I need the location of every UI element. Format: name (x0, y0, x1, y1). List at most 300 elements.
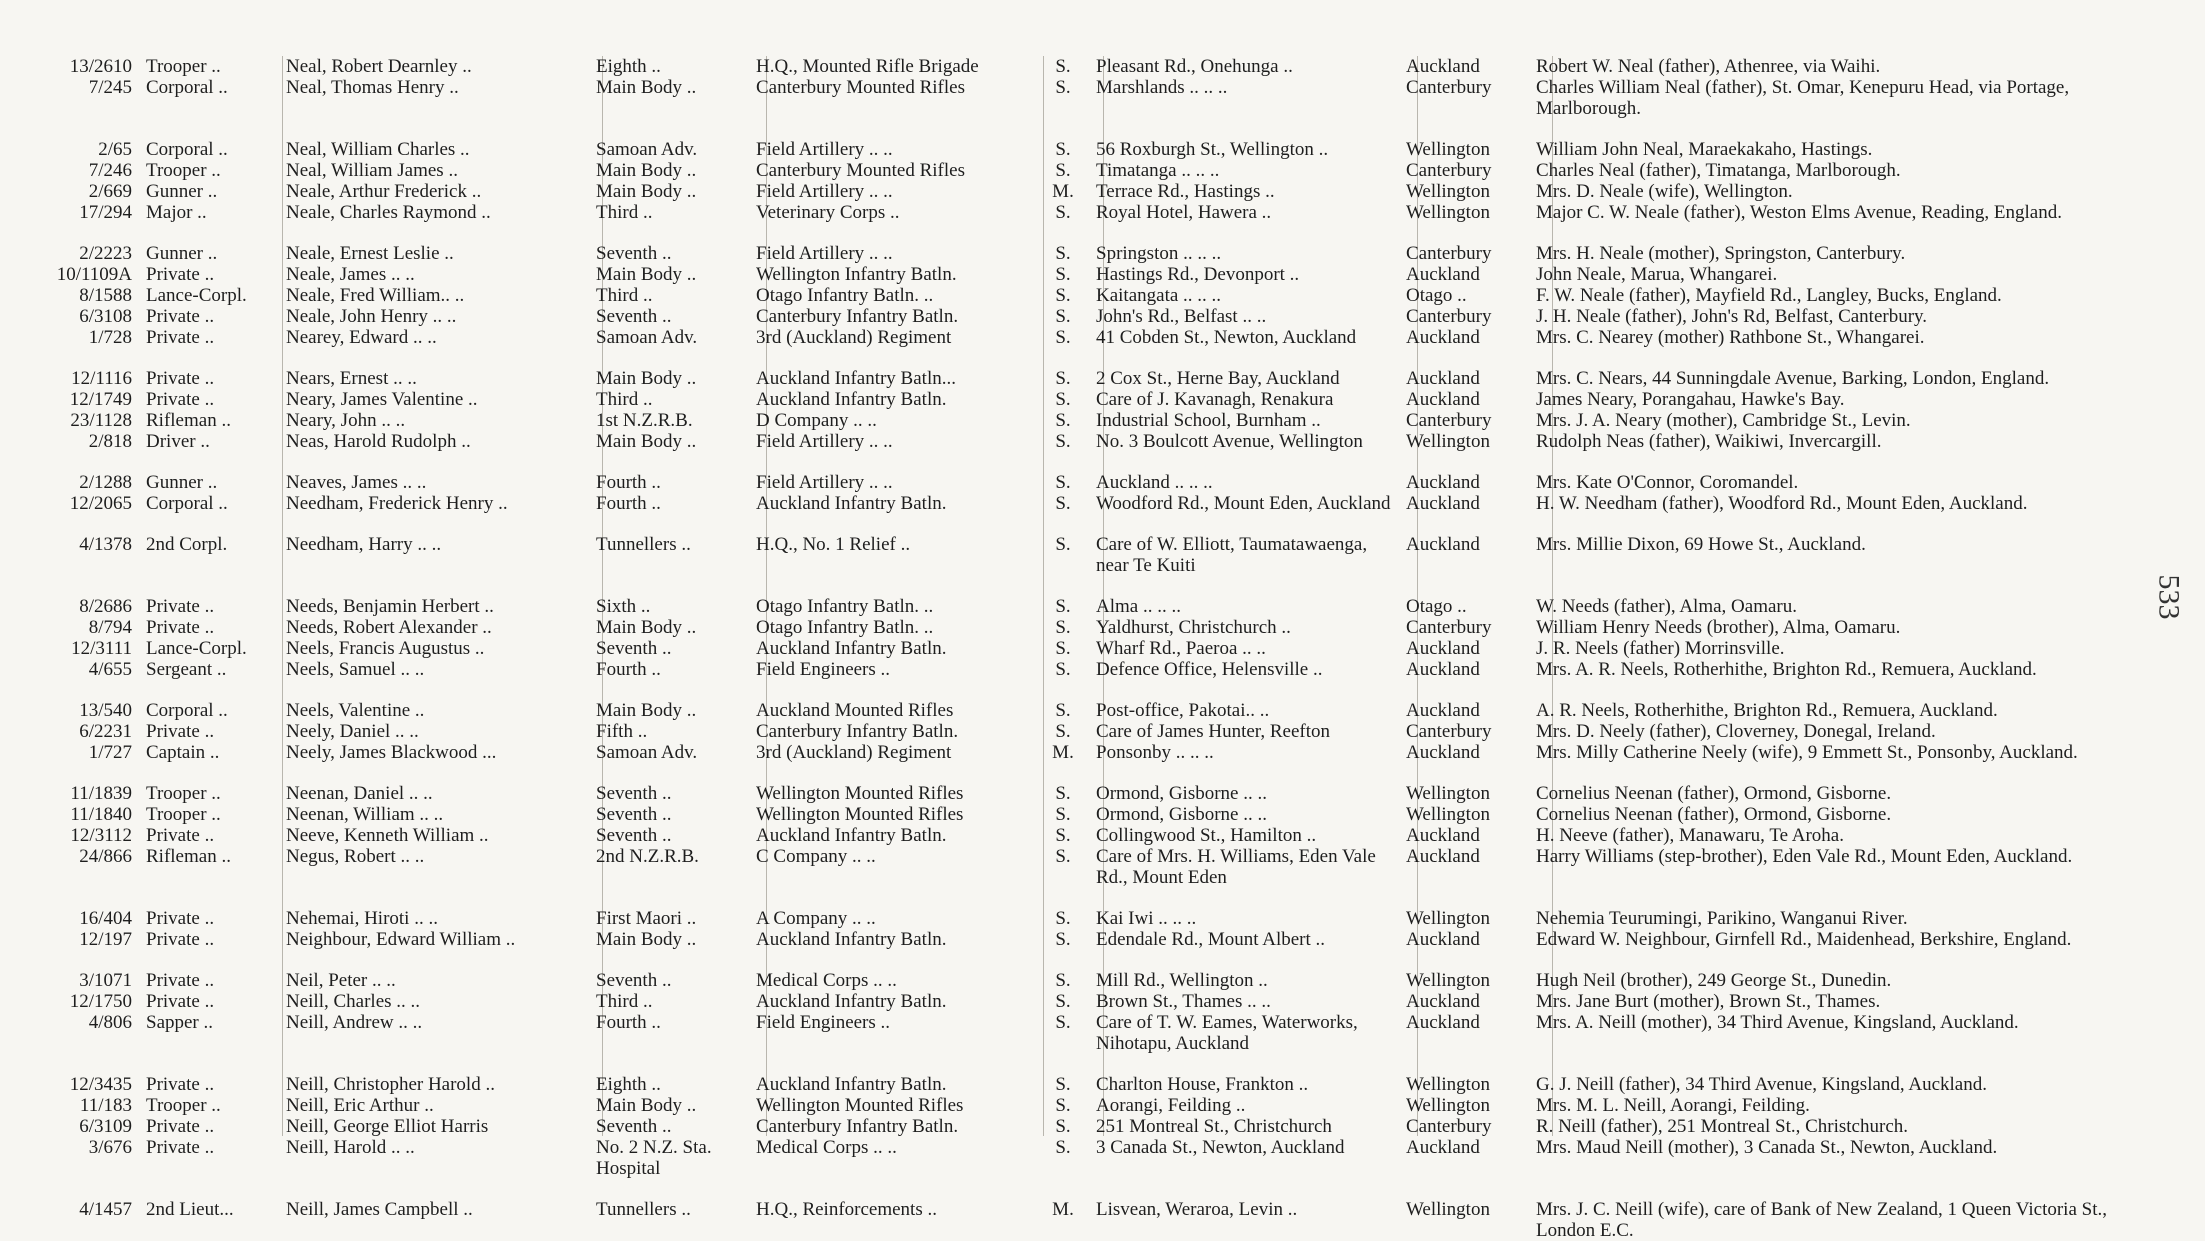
last-address-cell: Auckland .. .. .. (1096, 472, 1213, 493)
next-of-kin-cell: H. W. Needham (father), Woodford Rd., Mount Eden, Auckland. (1536, 493, 2028, 514)
rank-cell: Driver .. (146, 431, 210, 452)
rank-cell: Private .. (146, 1074, 215, 1095)
last-address-cell: Ormond, Gisborne .. .. (1096, 804, 1267, 825)
last-address-cell: 41 Cobden St., Newton, Auckland (1096, 327, 1357, 348)
unit-cell: Auckland Infantry Batln. (756, 991, 947, 1012)
next-of-kin-cell: Cornelius Neenan (father), Ormond, Gisborne. (1536, 804, 1892, 825)
district-cell: Wellington (1406, 783, 1490, 804)
unit-cell: Wellington Mounted Rifles (756, 1095, 964, 1116)
last-address-cell: Charlton House, Frankton .. (1096, 1074, 1309, 1095)
rank-cell: Private .. (146, 908, 215, 929)
district-cell: Wellington (1406, 970, 1490, 991)
next-of-kin-cell: Robert W. Neal (father), Athenree, via Waihi. (1536, 56, 1881, 77)
last-address-cell: John's Rd., Belfast .. .. (1096, 306, 1267, 327)
regimental-number-cell: 7/245 (88, 77, 132, 98)
draft-body-cell: Sixth .. (596, 596, 651, 617)
last-address-cell: Yaldhurst, Christchurch .. (1096, 617, 1291, 638)
draft-body-cell: Seventh .. (596, 783, 672, 804)
table-row (40, 534, 2130, 576)
draft-body-cell: Main Body .. (596, 1095, 697, 1116)
rank-cell: Private .. (146, 368, 215, 389)
soldier-name-cell: Neale, James .. .. (286, 264, 415, 285)
soldier-name-cell: Neill, Charles .. .. (286, 991, 421, 1012)
table-row (40, 410, 2130, 431)
next-of-kin-cell: Mrs. C. Nearey (mother) Rathbone St., Whangarei. (1536, 327, 1925, 348)
marital-status-cell: S. (1055, 596, 1071, 617)
soldier-name-cell: Neeve, Kenneth William .. (286, 825, 489, 846)
marital-status-cell: S. (1055, 139, 1071, 160)
district-cell: Auckland (1406, 638, 1480, 659)
table-row (40, 327, 2130, 348)
draft-body-cell: Seventh .. (596, 638, 672, 659)
next-of-kin-cell: Major C. W. Neale (father), Weston Elms Avenue, Reading, England. (1536, 202, 2062, 223)
district-cell: Canterbury (1406, 410, 1492, 431)
table-row (40, 139, 2130, 160)
table-row (40, 56, 2130, 77)
regimental-number-cell: 24/866 (79, 846, 132, 867)
marital-status-cell: M. (1052, 181, 1074, 202)
last-address-cell: 3 Canada St., Newton, Auckland (1096, 1137, 1345, 1158)
soldier-name-cell: Neels, Valentine .. (286, 700, 425, 721)
soldier-name-cell: Neels, Samuel .. .. (286, 659, 425, 680)
table-row (40, 1095, 2130, 1116)
table-row (40, 804, 2130, 825)
next-of-kin-cell: H. Neeve (father), Manawaru, Te Aroha. (1536, 825, 1844, 846)
marital-status-cell: S. (1055, 264, 1071, 285)
table-row (40, 1074, 2130, 1095)
unit-cell: Wellington Infantry Batln. (756, 264, 957, 285)
table-row (40, 1137, 2130, 1179)
rank-cell: Trooper .. (146, 56, 221, 77)
next-of-kin-cell: Mrs. J. C. Neill (wife), care of Bank of New Zealand, 1 Queen Victoria St., London E.C. (1536, 1199, 2107, 1241)
soldier-name-cell: Neill, Harold .. .. (286, 1137, 415, 1158)
rank-cell: Private .. (146, 825, 215, 846)
regimental-number-cell: 17/294 (79, 202, 132, 223)
marital-status-cell: S. (1055, 368, 1071, 389)
next-of-kin-cell: Mrs. Milly Catherine Neely (wife), 9 Emmett St., Ponsonby, Auckland. (1536, 742, 2078, 763)
soldier-name-cell: Needs, Robert Alexander .. (286, 617, 492, 638)
page-number: 533 (2152, 574, 2186, 620)
rank-cell: Private .. (146, 991, 215, 1012)
last-address-cell: Royal Hotel, Hawera .. (1096, 202, 1272, 223)
last-address-cell: 2 Cox St., Herne Bay, Auckland (1096, 368, 1340, 389)
next-of-kin-cell: Charles Neal (father), Timatanga, Marlborough. (1536, 160, 1901, 181)
unit-cell: Field Artillery .. .. (756, 431, 893, 452)
rank-cell: Sapper .. (146, 1012, 214, 1033)
last-address-cell: Timatanga .. .. .. (1096, 160, 1220, 181)
draft-body-cell: Seventh .. (596, 970, 672, 991)
regimental-number-cell: 12/1749 (69, 389, 132, 410)
rank-cell: Trooper .. (146, 804, 221, 825)
draft-body-cell: Samoan Adv. (596, 139, 698, 160)
district-cell: Auckland (1406, 742, 1480, 763)
unit-cell: Auckland Infantry Batln. (756, 493, 947, 514)
district-cell: Auckland (1406, 846, 1480, 867)
last-address-cell: Alma .. .. .. (1096, 596, 1181, 617)
last-address-cell: 251 Montreal St., Christchurch (1096, 1116, 1332, 1137)
marital-status-cell: M. (1052, 1199, 1074, 1220)
rank-cell: Lance-Corpl. (146, 285, 247, 306)
table-row (40, 264, 2130, 285)
regimental-number-cell: 2/2223 (79, 243, 132, 264)
next-of-kin-cell: Hugh Neil (brother), 249 George St., Dunedin. (1536, 970, 1892, 991)
regimental-number-cell: 2/1288 (79, 472, 132, 493)
soldier-name-cell: Nehemai, Hiroti .. .. (286, 908, 438, 929)
draft-body-cell: Eighth .. (596, 56, 661, 77)
regimental-number-cell: 8/1588 (79, 285, 132, 306)
district-cell: Auckland (1406, 700, 1480, 721)
last-address-cell: Industrial School, Burnham .. (1096, 410, 1321, 431)
regimental-number-cell: 11/183 (79, 1095, 132, 1116)
rank-cell: Major .. (146, 202, 207, 223)
marital-status-cell: S. (1055, 1095, 1071, 1116)
last-address-cell: Edendale Rd., Mount Albert .. (1096, 929, 1326, 950)
marital-status-cell: S. (1055, 56, 1071, 77)
table-row (40, 846, 2130, 888)
rank-cell: Private .. (146, 306, 215, 327)
regimental-number-cell: 6/2231 (79, 721, 132, 742)
district-cell: Wellington (1406, 181, 1490, 202)
draft-body-cell: Samoan Adv. (596, 742, 698, 763)
draft-body-cell: Main Body .. (596, 264, 697, 285)
unit-cell: Canterbury Mounted Rifles (756, 160, 965, 181)
rank-cell: Corporal .. (146, 700, 228, 721)
marital-status-cell: S. (1055, 721, 1071, 742)
regimental-number-cell: 12/1116 (71, 368, 132, 389)
soldier-name-cell: Neal, Thomas Henry .. (286, 77, 459, 98)
regimental-number-cell: 8/2686 (79, 596, 132, 617)
draft-body-cell: Fourth .. (596, 1012, 661, 1033)
unit-cell: Auckland Infantry Batln... (756, 368, 956, 389)
table-row (40, 431, 2130, 452)
next-of-kin-cell: Edward W. Neighbour, Girnfell Rd., Maidenhead, Berkshire, England. (1536, 929, 2072, 950)
soldier-name-cell: Needham, Harry .. .. (286, 534, 442, 555)
regimental-number-cell: 12/2065 (69, 493, 132, 514)
unit-cell: Auckland Infantry Batln. (756, 389, 947, 410)
last-address-cell: Terrace Rd., Hastings .. (1096, 181, 1275, 202)
table-row (40, 596, 2130, 617)
marital-status-cell: M. (1052, 742, 1074, 763)
marital-status-cell: S. (1055, 1116, 1071, 1137)
rank-cell: Private .. (146, 617, 215, 638)
unit-cell: Otago Infantry Batln. .. (756, 285, 934, 306)
draft-body-cell: No. 2 N.Z. Sta. Hospital (596, 1137, 712, 1179)
marital-status-cell: S. (1055, 202, 1071, 223)
table-row (40, 929, 2130, 950)
soldier-name-cell: Neal, William James .. (286, 160, 458, 181)
unit-cell: Field Artillery .. .. (756, 243, 893, 264)
district-cell: Wellington (1406, 1095, 1490, 1116)
rank-cell: Private .. (146, 327, 215, 348)
next-of-kin-cell: Mrs. Jane Burt (mother), Brown St., Thames. (1536, 991, 1881, 1012)
regimental-number-cell: 12/3112 (70, 825, 132, 846)
unit-cell: Veterinary Corps .. (756, 202, 900, 223)
rank-cell: Rifleman .. (146, 846, 231, 867)
district-cell: Auckland (1406, 1012, 1480, 1033)
regimental-number-cell: 11/1840 (70, 804, 132, 825)
district-cell: Auckland (1406, 534, 1480, 555)
unit-cell: Field Artillery .. .. (756, 139, 893, 160)
regimental-number-cell: 2/818 (88, 431, 132, 452)
last-address-cell: Care of T. W. Eames, Waterworks, Nihotapu, Auckland (1096, 1012, 1358, 1054)
district-cell: Wellington (1406, 1074, 1490, 1095)
soldier-name-cell: Nears, Ernest .. .. (286, 368, 417, 389)
last-address-cell: Care of W. Elliott, Taumatawaenga, near Te Kuiti (1096, 534, 1368, 576)
marital-status-cell: S. (1055, 472, 1071, 493)
unit-cell: A Company .. .. (756, 908, 876, 929)
next-of-kin-cell: J. R. Neels (father) Morrinsville. (1536, 638, 1785, 659)
next-of-kin-cell: Harry Williams (step-brother), Eden Vale Rd., Mount Eden, Auckland. (1536, 846, 2073, 867)
draft-body-cell: Eighth .. (596, 1074, 661, 1095)
last-address-cell: Defence Office, Helensville .. (1096, 659, 1323, 680)
next-of-kin-cell: A. R. Neels, Rotherhithe, Brighton Rd., Remuera, Auckland. (1536, 700, 1998, 721)
table-row (40, 659, 2130, 680)
next-of-kin-cell: Mrs. D. Neely (father), Cloverney, Donegal, Ireland. (1536, 721, 1936, 742)
next-of-kin-cell: James Neary, Porangahau, Hawke's Bay. (1536, 389, 1845, 410)
regimental-number-cell: 8/794 (88, 617, 132, 638)
soldier-name-cell: Nearey, Edward .. .. (286, 327, 437, 348)
unit-cell: 3rd (Auckland) Regiment (756, 327, 952, 348)
unit-cell: Auckland Mounted Rifles (756, 700, 954, 721)
draft-body-cell: Seventh .. (596, 243, 672, 264)
unit-cell: Canterbury Infantry Batln. (756, 306, 959, 327)
table-row (40, 1116, 2130, 1137)
draft-body-cell: Third .. (596, 202, 653, 223)
marital-status-cell: S. (1055, 804, 1071, 825)
district-cell: Auckland (1406, 825, 1480, 846)
last-address-cell: Care of J. Kavanagh, Renakura (1096, 389, 1334, 410)
soldier-name-cell: Neighbour, Edward William .. (286, 929, 516, 950)
draft-body-cell: Samoan Adv. (596, 327, 698, 348)
rank-cell: 2nd Lieut... (146, 1199, 234, 1220)
district-cell: Auckland (1406, 264, 1480, 285)
unit-cell: H.Q., No. 1 Relief .. (756, 534, 911, 555)
marital-status-cell: S. (1055, 327, 1071, 348)
soldier-name-cell: Neely, James Blackwood ... (286, 742, 497, 763)
last-address-cell: Springston .. .. .. (1096, 243, 1222, 264)
next-of-kin-cell: William Henry Needs (brother), Alma, Oamaru. (1536, 617, 1901, 638)
regimental-number-cell: 2/669 (88, 181, 132, 202)
soldier-name-cell: Neal, William Charles .. (286, 139, 470, 160)
district-cell: Otago .. (1406, 596, 1467, 617)
last-address-cell: Mill Rd., Wellington .. (1096, 970, 1268, 991)
regimental-number-cell: 3/676 (88, 1137, 132, 1158)
table-row (40, 368, 2130, 389)
regimental-number-cell: 3/1071 (79, 970, 132, 991)
soldier-name-cell: Neels, Francis Augustus .. (286, 638, 485, 659)
next-of-kin-cell: J. H. Neale (father), John's Rd, Belfast, Canterbury. (1536, 306, 1928, 327)
rank-cell: Trooper .. (146, 160, 221, 181)
unit-cell: Wellington Mounted Rifles (756, 804, 964, 825)
soldier-name-cell: Neary, James Valentine .. (286, 389, 478, 410)
marital-status-cell: S. (1055, 1074, 1071, 1095)
last-address-cell: Ormond, Gisborne .. .. (1096, 783, 1267, 804)
regimental-number-cell: 4/655 (88, 659, 132, 680)
last-address-cell: No. 3 Boulcott Avenue, Wellington (1096, 431, 1363, 452)
marital-status-cell: S. (1055, 700, 1071, 721)
marital-status-cell: S. (1055, 431, 1071, 452)
district-cell: Canterbury (1406, 1116, 1492, 1137)
soldier-name-cell: Neill, James Campbell .. (286, 1199, 473, 1220)
regimental-number-cell: 6/3108 (79, 306, 132, 327)
rank-cell: Trooper .. (146, 1095, 221, 1116)
rank-cell: Lance-Corpl. (146, 638, 247, 659)
unit-cell: H.Q., Reinforcements .. (756, 1199, 937, 1220)
rank-cell: Private .. (146, 721, 215, 742)
table-row (40, 825, 2130, 846)
next-of-kin-cell: Mrs. M. L. Neill, Aorangi, Feilding. (1536, 1095, 1810, 1116)
district-cell: Canterbury (1406, 77, 1492, 98)
district-cell: Canterbury (1406, 617, 1492, 638)
marital-status-cell: S. (1055, 638, 1071, 659)
soldier-name-cell: Needham, Frederick Henry .. (286, 493, 508, 514)
soldier-name-cell: Neenan, William .. .. (286, 804, 444, 825)
marital-status-cell: S. (1055, 285, 1071, 306)
last-address-cell: Hastings Rd., Devonport .. (1096, 264, 1300, 285)
draft-body-cell: Fourth .. (596, 659, 661, 680)
district-cell: Auckland (1406, 327, 1480, 348)
table-row (40, 742, 2130, 763)
marital-status-cell: S. (1055, 617, 1071, 638)
table-row (40, 783, 2130, 804)
draft-body-cell: 2nd N.Z.R.B. (596, 846, 699, 867)
district-cell: Wellington (1406, 1199, 1490, 1220)
marital-status-cell: S. (1055, 493, 1071, 514)
last-address-cell: Brown St., Thames .. .. (1096, 991, 1271, 1012)
last-address-cell: Wharf Rd., Paeroa .. .. (1096, 638, 1266, 659)
table-row (40, 77, 2130, 119)
regimental-number-cell: 12/3111 (71, 638, 132, 659)
marital-status-cell: S. (1055, 160, 1071, 181)
rank-cell: Gunner .. (146, 472, 218, 493)
marital-status-cell: S. (1055, 1012, 1071, 1033)
soldier-name-cell: Neale, John Henry .. .. (286, 306, 457, 327)
regimental-number-cell: 6/3109 (79, 1116, 132, 1137)
next-of-kin-cell: R. Neill (father), 251 Montreal St., Christchurch. (1536, 1116, 1909, 1137)
unit-cell: Medical Corps .. .. (756, 970, 897, 991)
regimental-number-cell: 1/727 (88, 742, 132, 763)
marital-status-cell: S. (1055, 908, 1071, 929)
regimental-number-cell: 16/404 (79, 908, 132, 929)
rank-cell: Corporal .. (146, 77, 228, 98)
unit-cell: C Company .. .. (756, 846, 876, 867)
next-of-kin-cell: Mrs. Maud Neill (mother), 3 Canada St., Newton, Auckland. (1536, 1137, 1998, 1158)
table-row (40, 181, 2130, 202)
draft-body-cell: Main Body .. (596, 431, 697, 452)
draft-body-cell: Fifth .. (596, 721, 648, 742)
table-row (40, 1199, 2130, 1241)
marital-status-cell: S. (1055, 783, 1071, 804)
last-address-cell: Kai Iwi .. .. .. (1096, 908, 1197, 929)
regimental-number-cell: 4/1457 (79, 1199, 132, 1220)
draft-body-cell: Third .. (596, 991, 653, 1012)
unit-cell: Auckland Infantry Batln. (756, 1074, 947, 1095)
rank-cell: Private .. (146, 1137, 215, 1158)
next-of-kin-cell: Mrs. Kate O'Connor, Coromandel. (1536, 472, 1799, 493)
draft-body-cell: Main Body .. (596, 160, 697, 181)
table-row (40, 638, 2130, 659)
regimental-number-cell: 12/3435 (69, 1074, 132, 1095)
draft-body-cell: First Maori .. (596, 908, 697, 929)
regimental-number-cell: 10/1109A (56, 264, 132, 285)
soldier-name-cell: Neale, Fred William.. .. (286, 285, 465, 306)
next-of-kin-cell: Rudolph Neas (father), Waikiwi, Invercargill. (1536, 431, 1882, 452)
unit-cell: Wellington Mounted Rifles (756, 783, 964, 804)
last-address-cell: Care of James Hunter, Reefton (1096, 721, 1331, 742)
rank-cell: Corporal .. (146, 139, 228, 160)
nominal-roll-table (40, 56, 2130, 1241)
draft-body-cell: Main Body .. (596, 929, 697, 950)
marital-status-cell: S. (1055, 1137, 1071, 1158)
draft-body-cell: Main Body .. (596, 181, 697, 202)
marital-status-cell: S. (1055, 825, 1071, 846)
unit-cell: Field Artillery .. .. (756, 472, 893, 493)
unit-cell: Canterbury Infantry Batln. (756, 1116, 959, 1137)
unit-cell: Auckland Infantry Batln. (756, 638, 947, 659)
draft-body-cell: Fourth .. (596, 472, 661, 493)
table-row (40, 202, 2130, 223)
soldier-name-cell: Neale, Arthur Frederick .. (286, 181, 482, 202)
last-address-cell: Woodford Rd., Mount Eden, Auckland (1096, 493, 1391, 514)
marital-status-cell: S. (1055, 659, 1071, 680)
rank-cell: Gunner .. (146, 243, 218, 264)
regimental-number-cell: 13/540 (79, 700, 132, 721)
district-cell: Wellington (1406, 202, 1490, 223)
unit-cell: Medical Corps .. .. (756, 1137, 897, 1158)
regimental-number-cell: 4/806 (88, 1012, 132, 1033)
table-row (40, 1012, 2130, 1054)
next-of-kin-cell: G. J. Neill (father), 34 Third Avenue, Kingsland, Auckland. (1536, 1074, 1987, 1095)
regimental-number-cell: 2/65 (98, 139, 132, 160)
regimental-number-cell: 1/728 (88, 327, 132, 348)
table-row (40, 160, 2130, 181)
rank-cell: Rifleman .. (146, 410, 231, 431)
rank-cell: Private .. (146, 970, 215, 991)
unit-cell: Field Artillery .. .. (756, 181, 893, 202)
unit-cell: Otago Infantry Batln. .. (756, 617, 934, 638)
unit-cell: Otago Infantry Batln. .. (756, 596, 934, 617)
draft-body-cell: Tunnellers .. (596, 534, 691, 555)
marital-status-cell: S. (1055, 389, 1071, 410)
soldier-name-cell: Neale, Charles Raymond .. (286, 202, 491, 223)
district-cell: Canterbury (1406, 243, 1492, 264)
draft-body-cell: Third .. (596, 285, 653, 306)
table-row (40, 243, 2130, 264)
district-cell: Wellington (1406, 804, 1490, 825)
next-of-kin-cell: Mrs. J. A. Neary (mother), Cambridge St., Levin. (1536, 410, 1911, 431)
table-row (40, 389, 2130, 410)
soldier-name-cell: Neill, Christopher Harold .. (286, 1074, 495, 1095)
district-cell: Auckland (1406, 389, 1480, 410)
draft-body-cell: Main Body .. (596, 368, 697, 389)
district-cell: Auckland (1406, 472, 1480, 493)
rank-cell: Private .. (146, 1116, 215, 1137)
district-cell: Auckland (1406, 1137, 1480, 1158)
district-cell: Wellington (1406, 139, 1490, 160)
draft-body-cell: Seventh .. (596, 306, 672, 327)
soldier-name-cell: Neas, Harold Rudolph .. (286, 431, 471, 452)
marital-status-cell: S. (1055, 991, 1071, 1012)
next-of-kin-cell: Mrs. Millie Dixon, 69 Howe St., Auckland. (1536, 534, 1866, 555)
unit-cell: Field Engineers .. (756, 659, 891, 680)
soldier-name-cell: Negus, Robert .. .. (286, 846, 425, 867)
next-of-kin-cell: John Neale, Marua, Whangarei. (1536, 264, 1778, 285)
soldier-name-cell: Neill, Andrew .. .. (286, 1012, 423, 1033)
table-row (40, 700, 2130, 721)
table-row (40, 493, 2130, 514)
marital-status-cell: S. (1055, 306, 1071, 327)
next-of-kin-cell: William John Neal, Maraekakaho, Hastings. (1536, 139, 1873, 160)
